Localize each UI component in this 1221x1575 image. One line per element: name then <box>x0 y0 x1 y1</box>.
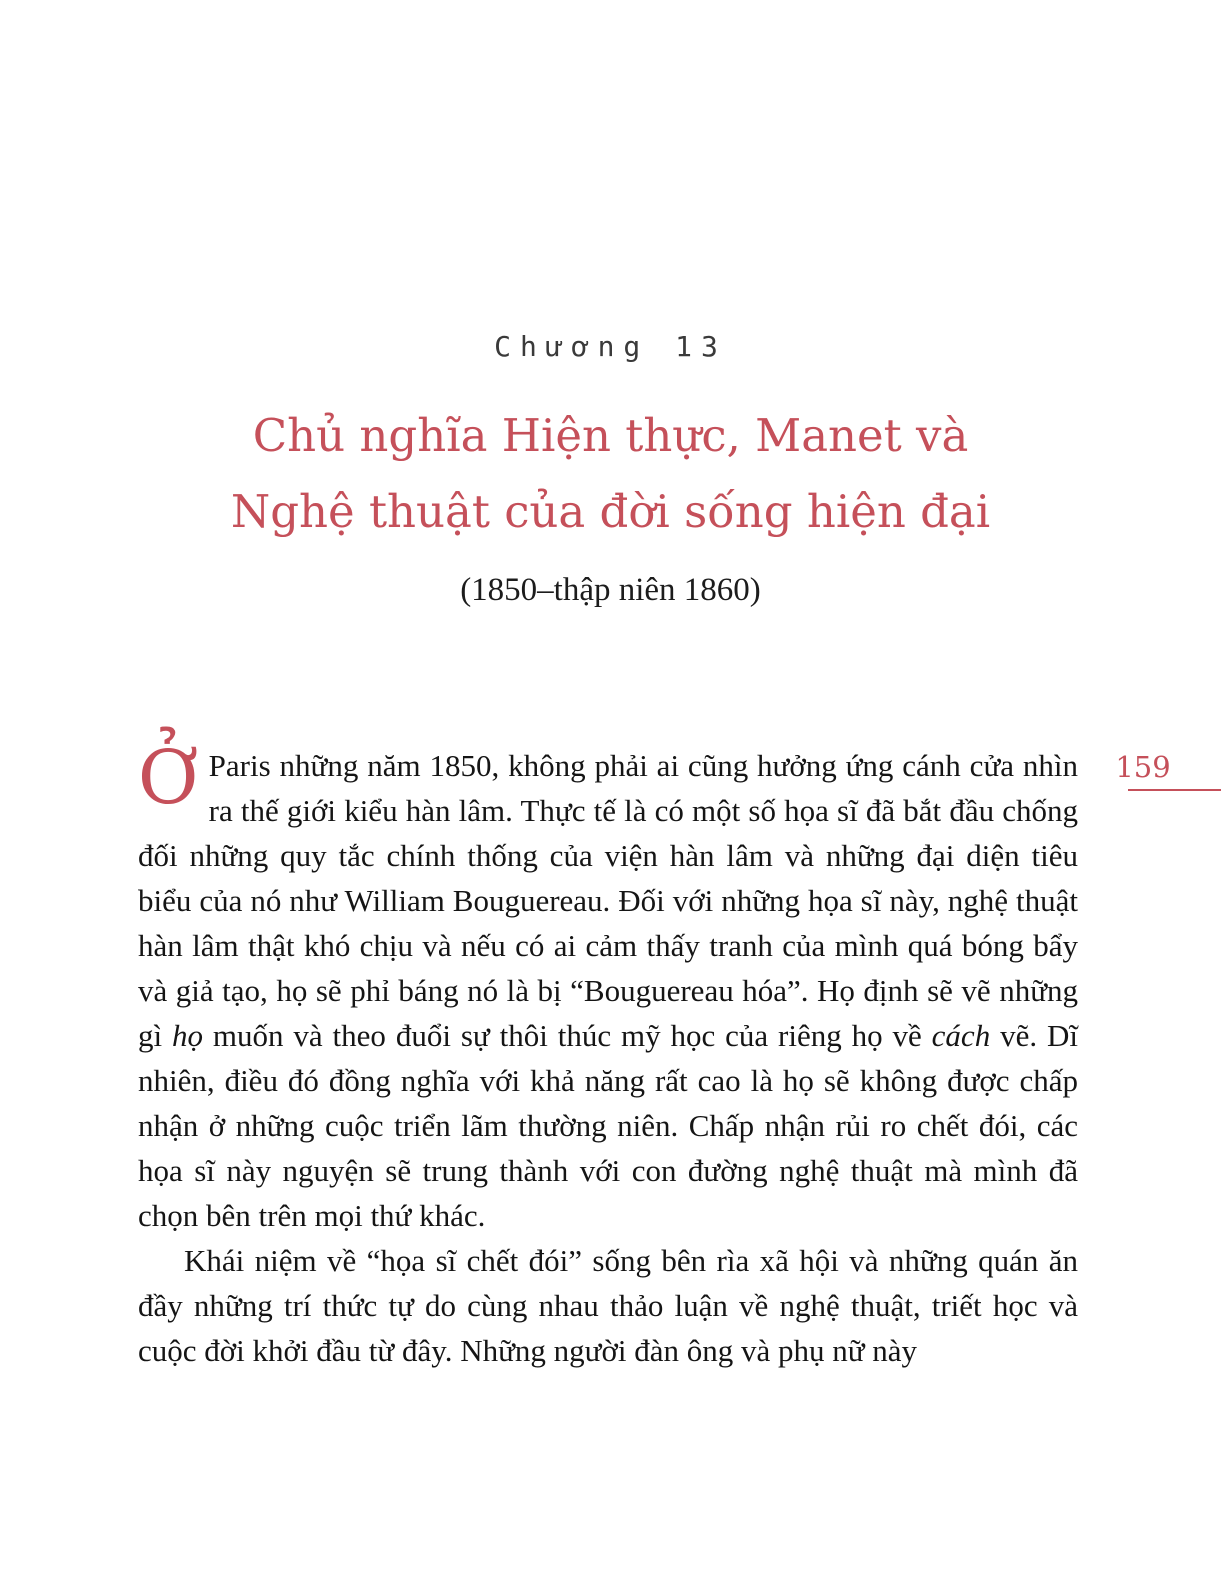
paragraph-1-text: Paris những năm 1850, không phải ai cũng hưởng ứng cánh cửa nhìn ra thế giới kiểu hàn lâm. Thực tế là có một số họa sĩ đã bắt đầu chống đối những quy tắc chính thống của viện hàn lâm và những đại diện tiêu biểu của nó như William Bouguereau. Đối với những họa sĩ này, nghệ thuật hàn lâm thật khó chịu và nếu có ai cảm thấy tranh của mình quá bóng bẩy và giả tạo, họ sẽ phỉ báng nó là bị “Bouguereau hóa”. Họ định sẽ vẽ những gì <box>138 748 1078 1053</box>
paragraph-1-text-continued: muốn và theo đuổi sự thôi thúc mỹ học của riêng họ về <box>203 1018 932 1053</box>
chapter-title-line-1: Chủ nghĩa Hiện thực, Manet và <box>252 409 969 462</box>
page-number-rule <box>1128 789 1221 791</box>
chapter-title-line-2: Nghệ thuật của đời sống hiện đại <box>230 485 991 538</box>
page-number: 159 <box>1115 750 1171 784</box>
chapter-title <box>0 398 1221 550</box>
drop-cap: Ở <box>138 735 199 821</box>
paragraph-1 <box>138 735 1078 1238</box>
body-text <box>138 735 1078 1373</box>
paragraph-1-italic-word-1: họ <box>172 1018 204 1053</box>
paragraph-2: Khái niệm về “họa sĩ chết đói” sống bên rìa xã hội và những quán ăn đầy những trí thức tự do cùng nhau thảo luận về nghệ thuật, triết học và cuộc đời khởi đầu từ đây. Những người đàn ông và phụ nữ này <box>138 1243 1078 1368</box>
paragraph-1-text-end: vẽ. Dĩ nhiên, điều đó đồng nghĩa với khả năng rất cao là họ sẽ không được chấp nhận ở những cuộc triển lãm thường niên. Chấp nhận rủi ro chết đói, các họa sĩ này nguyện sẽ trung thành với con đường nghệ thuật mà mình đã chọn bên trên mọi thứ khác. <box>138 1018 1078 1233</box>
chapter-number-label: Chương 13 <box>494 330 727 363</box>
paragraph-1-italic-word-2: cách <box>931 1018 991 1053</box>
chapter-date-range: (1850–thập niên 1860) <box>460 572 761 608</box>
